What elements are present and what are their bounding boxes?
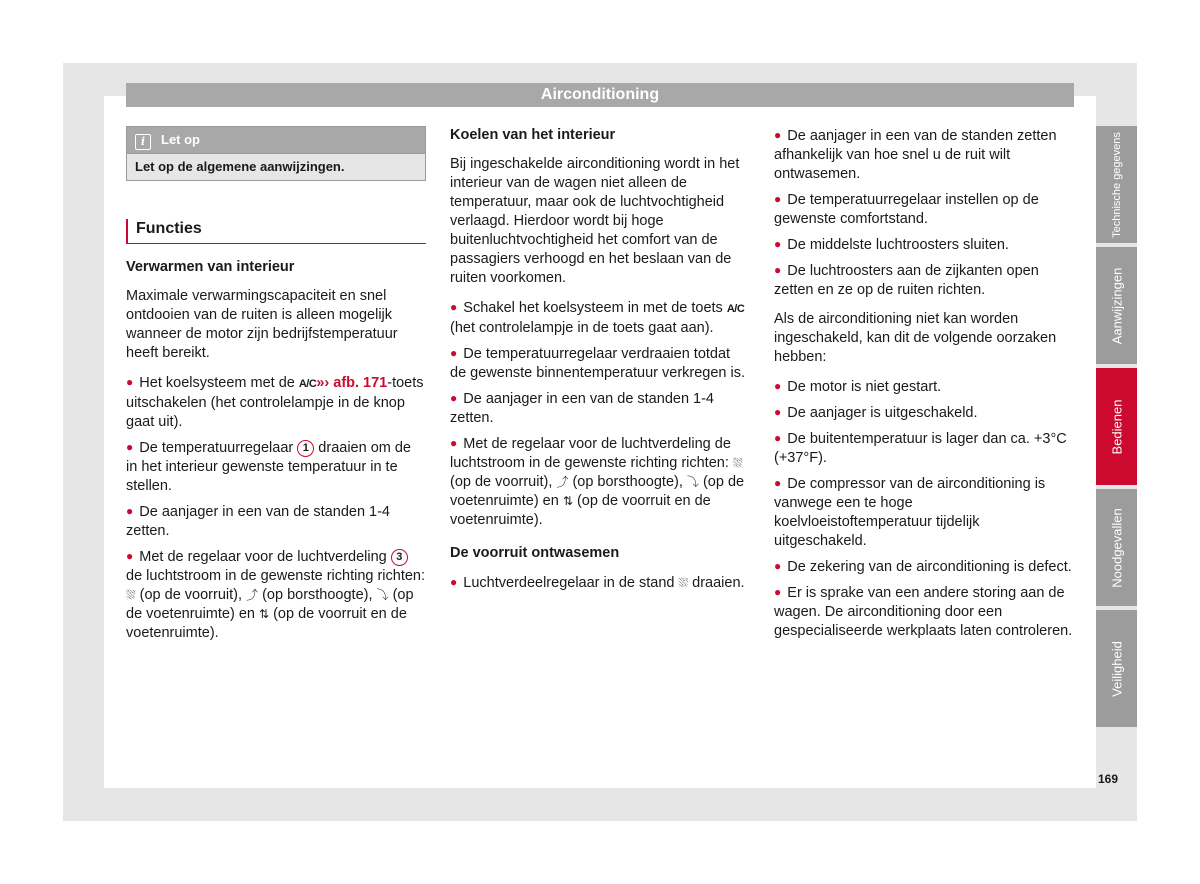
list-item: ● Met de regelaar voor de luchtverdeling de luchtstroom in de gewenste richting richten: ⛆ (op de voorruit), ⤴ (op borsthoogte), ⤵ (op de voetenruimte) en ⇅ (op de voorruit en de voetenruimte). [450,436,745,528]
tab-bedienen[interactable]: Bedienen [1096,368,1137,485]
bullet-icon: ● [774,263,782,277]
paragraph-causes: Als de airconditioning niet kan worden ingeschakeld, kan dit de volgende oorzaken hebben: [774,311,1057,365]
list-item: ● De temperatuurregelaar verdraaien totdat de gewenste binnentemperatuur verkregen is. [450,346,746,381]
bullet-icon: ● [126,504,134,518]
list-item: ● Schakel het koelsysteem in met de toets A/C (het controlelampje in de toets gaat aan). [450,300,745,336]
tab-veiligheid[interactable]: Veiligheid [1096,610,1137,727]
column-1 [126,126,426,649]
subheading-defog: De voorruit ontwasemen [450,545,620,561]
list-item: ● Er is sprake van een andere storing aan de wagen. De airconditioning door een gespecialiseerde werkplaats laten controleren. [774,585,1073,639]
section-title: Functies [126,219,426,244]
chest-airflow-icon: ⤴ [246,588,259,602]
ac-symbol: A/C [298,378,317,390]
column-3 [774,126,1074,647]
windshield-footwell-icon: ⇅ [259,607,270,621]
bullet-icon: ● [774,585,782,599]
ac-symbol: A/C [726,303,745,315]
list-item: ● De aanjager is uitgeschakeld. [774,405,978,421]
bullet-icon: ● [126,549,134,563]
list-item: ● De temperatuurregelaar instellen op de gewenste comfortstand. [774,192,1039,227]
list-item: ● De luchtroosters aan de zijkanten open zetten en ze op de ruiten richten. [774,263,1039,298]
footwell-airflow-icon: ⤵ [376,588,389,602]
bullet-icon: ● [774,379,782,393]
paragraph-cooling: Bij ingeschakelde airconditioning wordt in het interieur van de wagen niet alleen de temperatuur, maar ook de luchtvochtigheid verlaagd. Hierdoor wordt bij hoge buitenluchtvochtigheid het comfort van de passagiers verhoogd en het beslaan van de ruiten voorkomen. [450,156,740,286]
note-body: Let op de algemene aanwijzingen. [127,153,425,180]
bullet-icon: ● [774,431,782,445]
subheading-heating: Verwarmen van interieur [126,259,295,275]
windshield-footwell-icon: ⇅ [562,494,573,508]
info-icon: i [135,134,151,150]
note-box [126,126,426,181]
column-2 [450,126,750,599]
list-item: ● De motor is niet gestart. [774,379,942,395]
bullet-icon: ● [774,559,782,573]
page-number: 169 [1098,772,1119,786]
windshield-icon: ⛆ [126,588,136,602]
list-item: ● Luchtverdeelregelaar in de stand ⛆ draaien. [450,575,745,591]
tab-aanwijzingen[interactable]: Aanwijzingen [1096,247,1137,364]
bullet-icon: ● [450,391,458,405]
callout-number: 3 [391,549,408,566]
list-item: ● De aanjager in een van de standen zetten afhankelijk van hoe snel u de ruit wilt ontwasemen. [774,128,1057,182]
footwell-airflow-icon: ⤵ [686,475,699,489]
list-item: ● De aanjager in een van de standen 1-4 zetten. [126,504,390,539]
callout-number: 1 [297,440,314,457]
bullet-icon: ● [126,375,134,389]
windshield-icon: ⛆ [732,456,743,470]
list-item: ● Met de regelaar voor de luchtverdeling 3 de luchtstroom in de gewenste richting richten: ⛆ (op de voorruit), ⤴ (op borsthoogte), ⤵ (op de voetenruimte) en ⇅ (op de voorruit en de voetenruimte). [126,549,426,641]
bullet-icon: ● [450,575,458,589]
bullet-icon: ● [774,128,782,142]
list-item: ● De middelste luchtroosters sluiten. [774,237,1009,253]
bullet-icon: ● [774,476,782,490]
list-item: ● De zekering van de airconditioning is defect. [774,559,1072,575]
tab-technische-gegevens[interactable]: Technische gegevens [1096,126,1137,243]
bullet-icon: ● [126,440,134,454]
subheading-cooling: Koelen van het interieur [450,127,616,143]
list-item: ● De aanjager in een van de standen 1-4 zetten. [450,391,714,426]
note-header [127,127,425,153]
list-item: ● Het koelsysteem met de A/C»› afb. 171-toets uitschakelen (het controlelampje in de knop gaat uit). [126,375,424,430]
bullet-icon: ● [774,237,782,251]
figure-link[interactable]: afb. 171 [333,375,388,391]
list-item: ● De compressor van de airconditioning is vanwege een te hoge koelvloeistoftemperatuur tijdelijk uitgeschakeld. [774,476,1046,549]
windshield-icon: ⛆ [678,576,689,590]
note-title: Let op [161,132,200,147]
bullet-icon: ● [774,192,782,206]
bullet-icon: ● [450,346,458,360]
list-item: ● De temperatuurregelaar 1 draaien om de in het interieur gewenste temperatuur in te stellen. [126,440,411,494]
chapter-header: Airconditioning [126,83,1074,107]
bullet-icon: ● [774,405,782,419]
bullet-icon: ● [450,436,458,450]
bullet-icon: ● [450,300,458,314]
list-item: ● De buitentemperatuur is lager dan ca. +3°C (+37°F). [774,431,1067,466]
tab-noodgevallen[interactable]: Noodgevallen [1096,489,1137,606]
paragraph-intro: Maximale verwarmingscapaciteit en snel ontdooien van de ruiten is alleen mogelijk wanneer de motor zijn bedrijfstemperatuur heeft bereikt. [126,288,398,361]
chest-airflow-icon: ⤴ [556,475,569,489]
